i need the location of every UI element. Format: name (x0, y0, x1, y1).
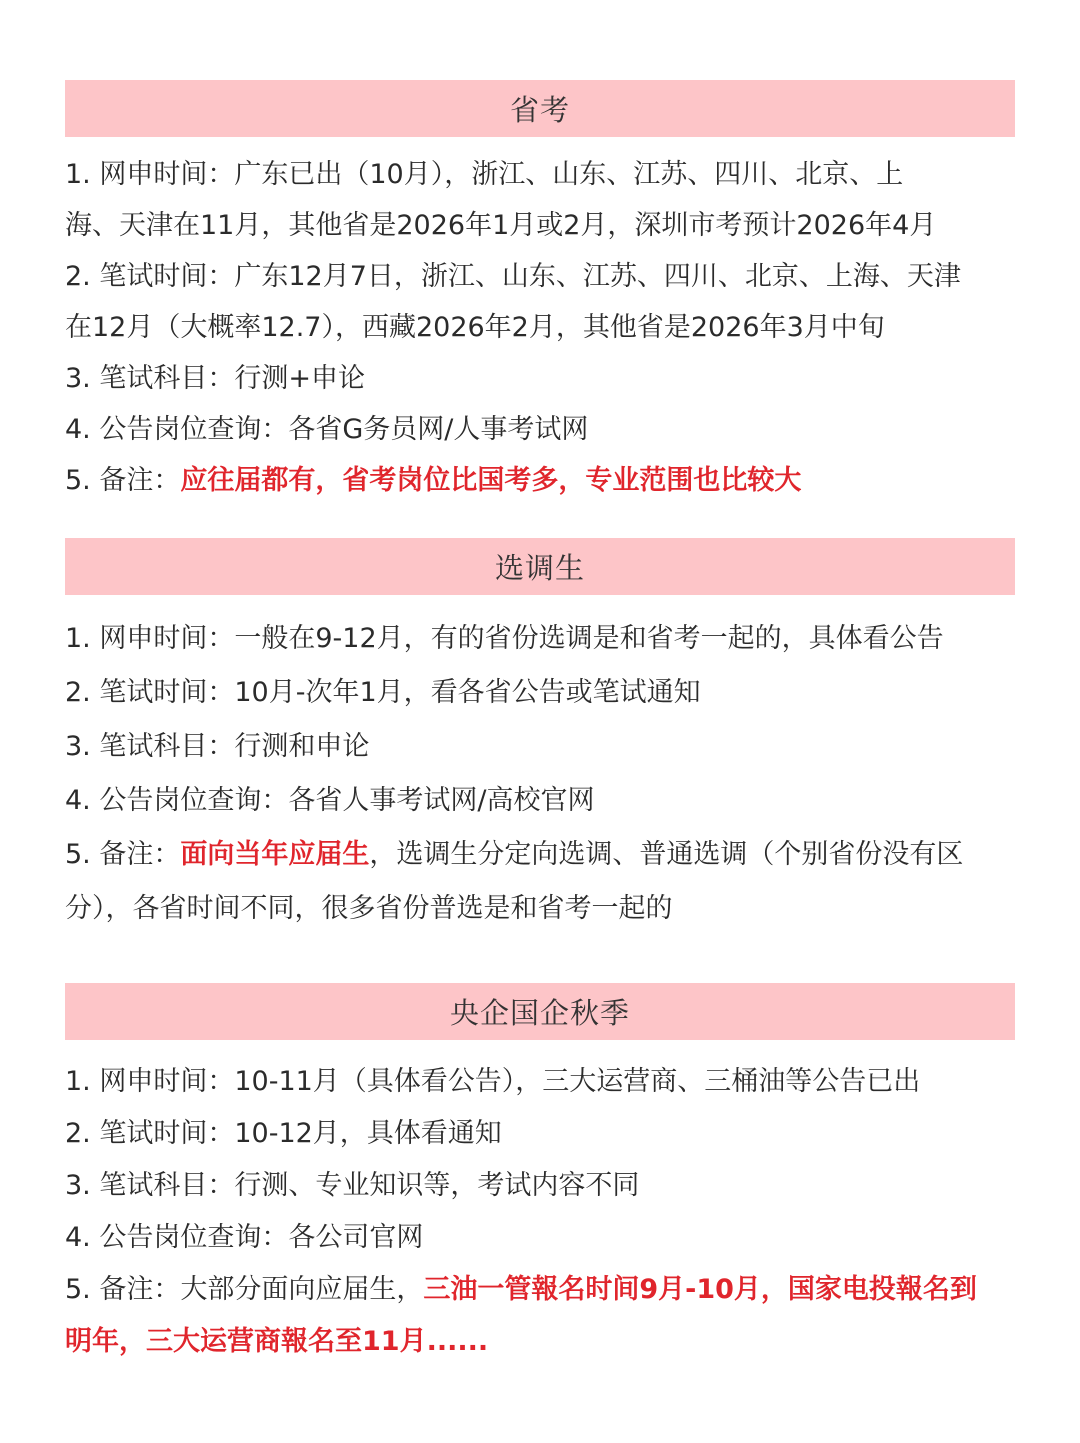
list-item-note (65, 455, 1015, 506)
list-item: 1. 网申时间：10-11月（具体看公告），三大运营商、三桶油等公告已出 (65, 1066, 921, 1097)
item-list (65, 149, 1015, 506)
list-item: 在12月（大概率12.7），西藏2026年2月，其他省是2026年3月中旬 (65, 312, 885, 343)
list-item: 1. 网申时间：一般在9-12月，有的省份选调是和省考一起的，具体看公告 (65, 623, 944, 654)
list-item-note (65, 1264, 1015, 1316)
list-item: 3. 笔试科目：行测和申论 (65, 731, 370, 762)
list-item-note-continued (65, 1316, 1015, 1368)
list-item: 4. 公告岗位查询：各省G务员网/人事考试网 (65, 414, 589, 445)
note-highlight-continued: 明年，三大运营商報名至11月...... (65, 1326, 489, 1357)
list-item-note-continued: 分），各省时间不同，很多省份普选是和省考一起的 (65, 893, 673, 924)
note-prefix: 5. 备注： (65, 839, 181, 870)
list-item: 4. 公告岗位查询：各公司官网 (65, 1222, 424, 1253)
section-header: 省考 (65, 80, 1015, 137)
list-item: 海、天津在11月，其他省是2026年1月或2月，深圳市考预计2026年4月 (65, 210, 937, 241)
list-item: 4. 公告岗位查询：各省人事考试网/高校官网 (65, 785, 595, 816)
item-list (65, 1056, 1015, 1368)
list-item: 1. 网申时间：广东已出（10月），浙江、山东、江苏、四川、北京、上 (65, 159, 904, 190)
note-prefix: 5. 备注：大部分面向应届生， (65, 1274, 424, 1305)
section-header: 选调生 (65, 538, 1015, 595)
list-item: 2. 笔试时间：10-12月，具体看通知 (65, 1118, 502, 1149)
note-highlight: 应往届都有，省考岗位比国考多，专业范围也比较大 (180, 465, 802, 496)
section-selected-graduates (65, 538, 1015, 936)
note-highlight: 面向当年应届生 (180, 839, 370, 870)
list-item-note (65, 828, 1015, 882)
section-header: 央企国企秋季 (65, 983, 1015, 1040)
note-suffix: ，选调生分定向选调、普通选调（个别省份没有区 (369, 839, 964, 870)
list-item: 3. 笔试科目：行测、专业知识等，考试内容不同 (65, 1170, 640, 1201)
note-prefix: 5. 备注： (65, 465, 181, 496)
section-soe-autumn (65, 983, 1015, 1368)
list-item: 2. 笔试时间：广东12月7日，浙江、山东、江苏、四川、北京、上海、天津 (65, 261, 961, 292)
note-highlight: 三油一管報名时间9月-10月，国家电投報名到 (423, 1274, 977, 1305)
list-item: 2. 笔试时间：10月-次年1月，看各省公告或笔试通知 (65, 677, 701, 708)
section-provincial-exam (65, 80, 1015, 506)
item-list (65, 612, 1015, 936)
list-item: 3. 笔试科目：行测+申论 (65, 363, 365, 394)
